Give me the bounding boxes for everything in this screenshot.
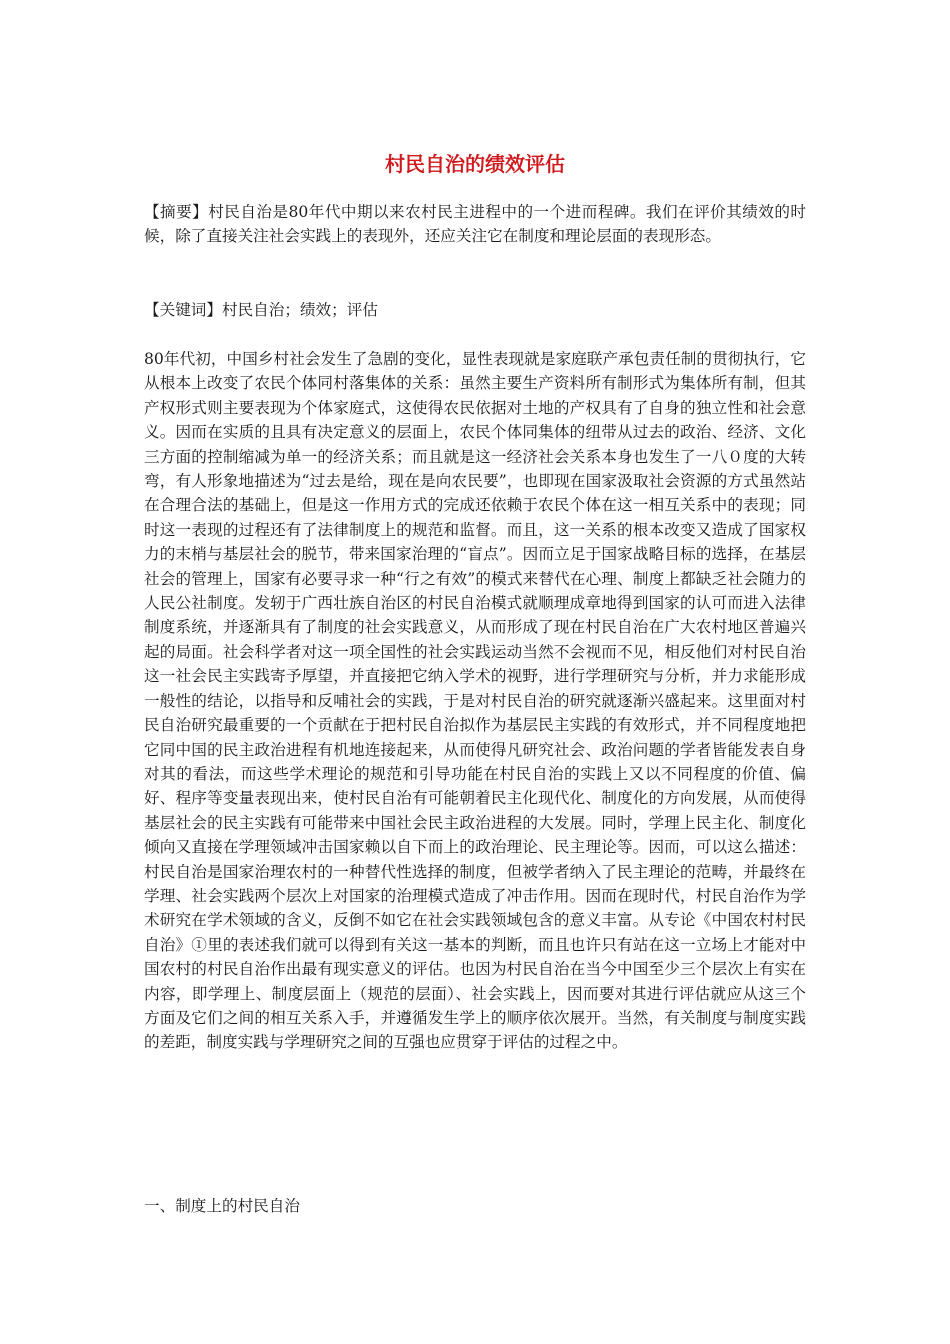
document-title: 村民自治的绩效评估 bbox=[385, 152, 565, 176]
keywords-paragraph: 【关键词】村民自治；绩效；评估 bbox=[144, 301, 378, 319]
body-paragraph: 80年代初，中国乡村社会发生了急剧的变化，显性表现就是家庭联产承包责任制的贯彻执行，它从根本上改变了农民个体同村落集体的关系：虽然主要生产资料所有制形式为集体所有制，但其产权形式则主要表现为个体家庭式，这使得农民依据对土地的产权具有了自身的独立性和社会意义。因而在实质的且具有决定意义的层面上，农民个体同集体的纽带从过去的政治、经济、文化三方面的控制缩减为单一的经济关系；而且就是这一经济社会关系本身也发生了一八０度的大转弯，有人形象地描述为“过去是给，现在是向农民要”，也即现在国家汲取社会资源的方式虽然站在合理合法的基础上，但是这一作用方式的完成还依赖于农民个体在这一相互关系中的表现；同时这一表现的过程还有了法律制度上的规范和监督。而且，这一关系的根本改变又造成了国家权力的末梢与基层社会的脱节，带来国家治理的“盲点”。因而立足于国家战略目标的选择，在基层社会的管理上，国家有必要寻求一种“行之有效”的模式来替代在心理、制度上都缺乏社会随力的人民公社制度。发轫于广西壮族自治区的村民自治模式就顺理成章地得到国家的认可而进入法律制度系统，并逐渐具有了制度的社会实践意义，从而形成了现在村民自治在广大农村地区普遍兴起的局面。社会科学者对这一项全国性的社会实践运动当然不会视而不见，相反他们对村民自治这一社会民主实践寄予厚望，并直接把它纳入学术的视野，进行学理研究与分析，并力求能形成一般性的结论，以指导和反哺社会的实践，于是对村民自治的研究就逐渐兴盛起来。这里面对村民自治研究最重要的一个贡献在于把村民自治拟作为基层民主实践的有效形式，并不同程度地把它同中国的民主政治进程有机地连接起来，从而使得凡研究社会、政治问题的学者皆能发表自身对其的看法，而这些学术理论的规范和引导功能在村民自治的实践上又以不同程度的价值、偏好、程序等变量表现出来，使村民自治有可能朝着民主化现代化、制度化的方向发展，从而使得基层社会的民主实践有可能带来中国社会民主政治进程的大发展。同时，学理上民主化、制度化倾向又直接在学理领域冲击国家赖以自下而上的政治理论、民主理论等。因而，可以这么描述：村民自治是国家治理农村的一种替代性选择的制度，但被学者纳入了民主理论的范畴，并最终在学理、社会实践两个层次上对国家的治理模式造成了冲击作用。因而在现时代，村民自治作为学术研究在学术领域的含义，反倒不如它在社会实践领域包含的意义丰富。从专论《中国农村村民自治》①里的表述我们就可以得到有关这一基本的判断，而且也许只有站在这一立场上才能对中国农村的村民自治作出最有现实意义的评估。也因为村民自治在当今中国至少三个层次上有实在内容，即学理上、制度层面上（规范的层面）、社会实践上，因而要对其进行评估就应从这三个方面及它们之间的相互关系入手，并遵循发生学上的顺序依次展开。当然，有关制度与制度实践的差距，制度实践与学理研究之间的互强也应贯穿于评估的过程之中。 bbox=[144, 350, 806, 1052]
section-heading: 一、制度上的村民自治 bbox=[144, 1197, 300, 1215]
document-page bbox=[144, 0, 806, 1344]
abstract-paragraph: 【摘要】村民自治是80年代中期以来农村民主进程中的一个进而程碑。我们在评价其绩效的时候，除了直接关注社会实践上的表现外，还应关注它在制度和理论层面的表现形态。 bbox=[144, 203, 806, 246]
